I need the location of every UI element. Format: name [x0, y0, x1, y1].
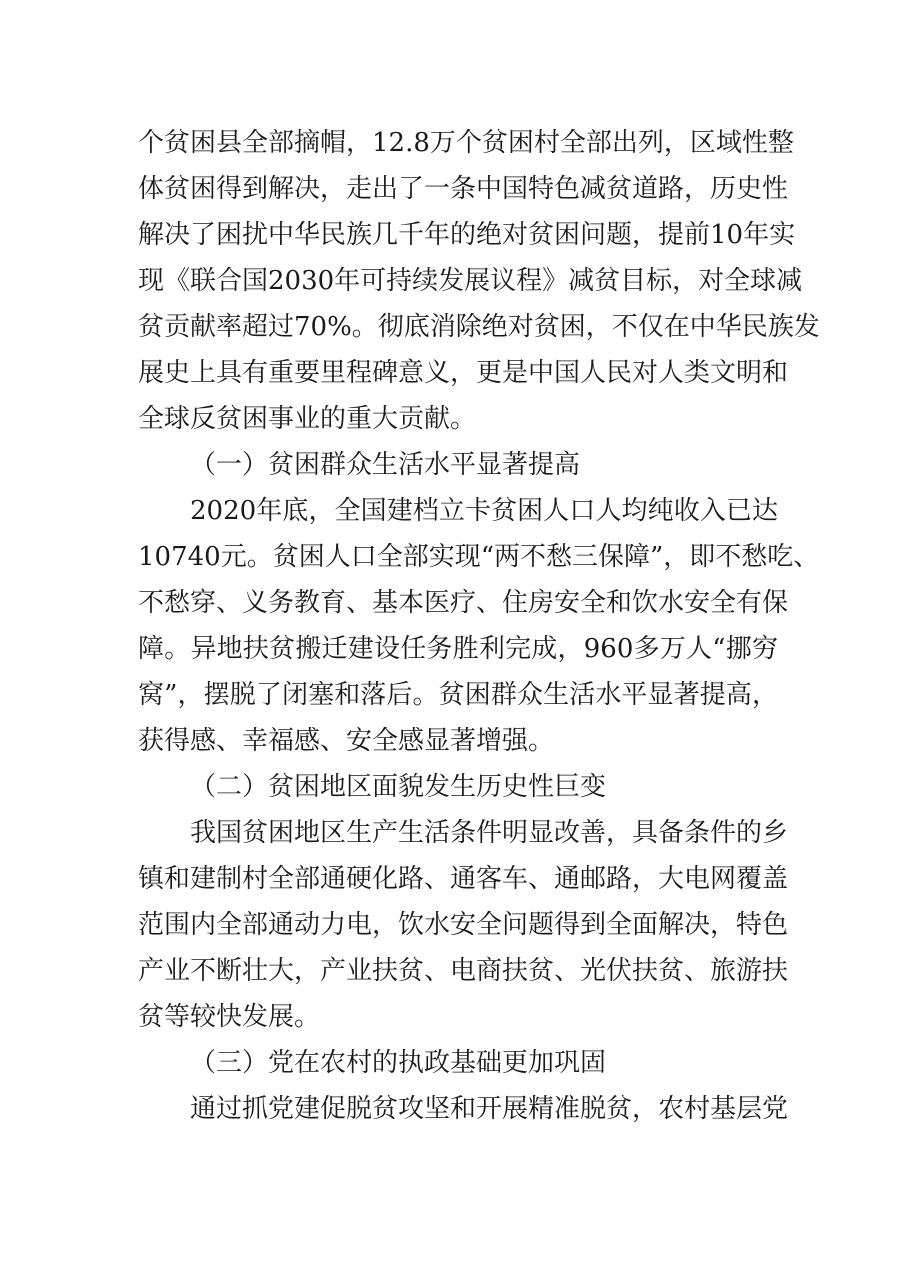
section-heading-1: （一）贫困群众生活水平显著提高	[190, 450, 581, 480]
body-text-line: 2020年底，全国建档立卡贫困人口人均纯收入已达	[190, 496, 778, 526]
section-heading-2: （二）贫困地区面貌发生历史性巨变	[190, 772, 607, 802]
body-text-line: 障。异地扶贫搬迁建设任务胜利完成，960多万人“挪穷	[138, 634, 778, 664]
body-text-line: 通过抓党建促脱贫攻坚和开展精准脱贫，农村基层党	[190, 1094, 789, 1124]
body-text-line: 贫贡献率超过70%。彻底消除绝对贫困，不仅在中华民族发	[138, 312, 820, 342]
body-text-line: 镇和建制村全部通硬化路、通客车、通邮路，大电网覆盖	[138, 864, 789, 894]
body-text-line: 全球反贫困事业的重大贡献。	[138, 404, 477, 434]
body-text-line: 不愁穿、义务教育、基本医疗、住房安全和饮水安全有保	[138, 588, 789, 618]
body-text-line: 产业不断壮大，产业扶贫、电商扶贫、光伏扶贫、旅游扶	[138, 956, 789, 986]
body-text-line: 获得感、幸福感、安全感显著增强。	[138, 726, 555, 756]
body-text-line: 现《联合国2030年可持续发展议程》减贫目标，对全球减	[138, 266, 803, 296]
body-text-line: 范围内全部通动力电，饮水安全问题得到全面解决，特色	[138, 910, 789, 940]
body-text-line: 解决了困扰中华民族几千年的绝对贫困问题，提前10年实	[138, 220, 796, 250]
section-heading-3: （三）党在农村的执政基础更加巩固	[190, 1048, 607, 1078]
body-text-line: 贫等较快发展。	[138, 1002, 321, 1032]
body-text-line: 个贫困县全部摘帽，12.8万个贫困村全部出列，区域性整	[138, 128, 794, 158]
body-text-line: 10740元。贫困人口全部实现“两不愁三保障”，即不愁吃、	[138, 542, 820, 572]
body-text-line: 展史上具有重要里程碑意义，更是中国人民对人类文明和	[138, 358, 789, 388]
body-text-line: 我国贫困地区生产生活条件明显改善，具备条件的乡	[190, 818, 789, 848]
body-text-line: 窝”，摆脱了闭塞和落后。贫困群众生活水平显著提高，	[138, 680, 778, 710]
body-text-line: 体贫困得到解决，走出了一条中国特色减贫道路，历史性	[138, 174, 789, 204]
